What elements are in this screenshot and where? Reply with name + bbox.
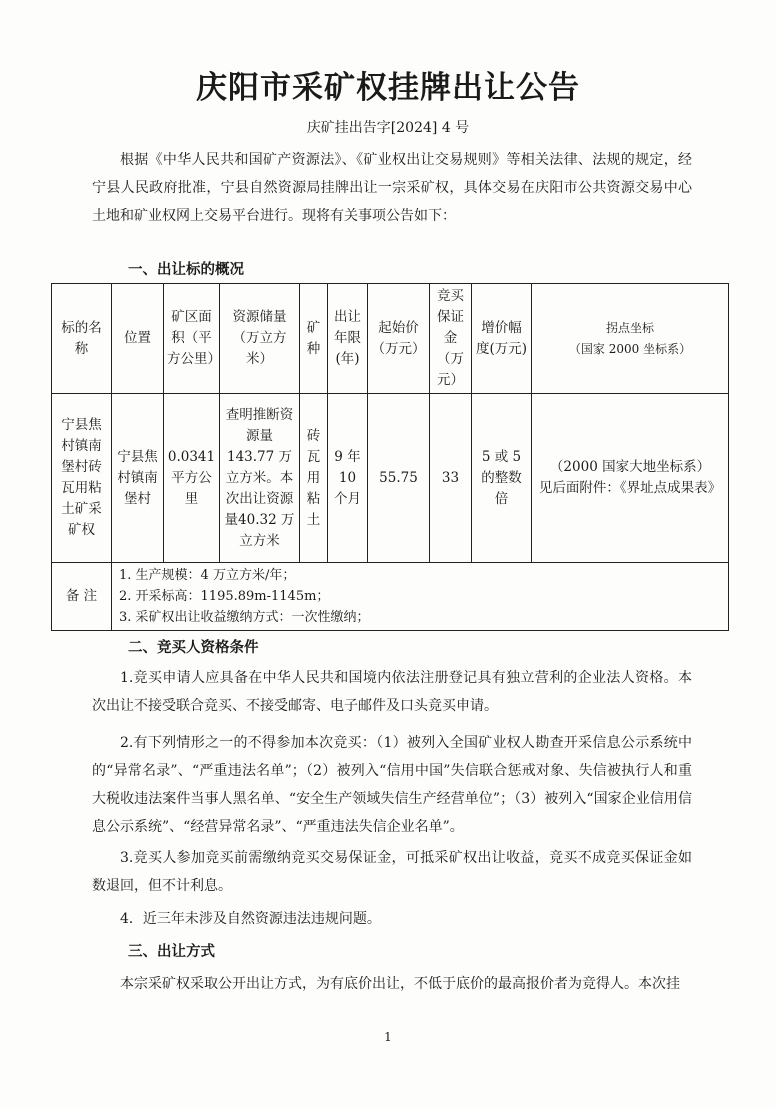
listing-table bbox=[51, 283, 729, 631]
cell-reserves: 查明推断资源量143.77 万立方米。本次出让资源量40.32 万立方米 bbox=[220, 394, 300, 563]
header-start-price: 起始价（万元） bbox=[368, 284, 430, 394]
document-number: 庆矿挂出告字[2024] 4 号 bbox=[306, 120, 470, 136]
paragraph-4: 4．近三年未涉及自然资源违法违规问题。 bbox=[120, 911, 381, 927]
header-mineral: 矿种 bbox=[300, 284, 328, 394]
note-item: 2. 开采标高：1195.89m-1145m； bbox=[119, 589, 330, 604]
notes-cell bbox=[112, 563, 729, 631]
note-item: 3. 采矿权出让收益缴纳方式：一次性缴纳； bbox=[119, 610, 370, 625]
cell-name: 宁县焦村镇南堡村砖瓦用粘土矿采矿权 bbox=[52, 394, 112, 563]
table-row bbox=[52, 394, 729, 563]
cell-coordinates: （2000 国家大地坐标系） 见后面附件：《界址点成果表》 bbox=[532, 394, 729, 563]
cell-deposit: 33 bbox=[430, 394, 472, 563]
cell-start-price: 55.75 bbox=[368, 394, 430, 563]
notes-row bbox=[52, 563, 729, 631]
intro-paragraph: 根据《中华人民共和国矿产资源法》、《矿业权出让交易规则》等相关法律、法规的规定，经宁县人民政府批准，宁县自然资源局挂牌出让一宗采矿权，具体交易在庆阳市公共资源交易中心土地和矿业权网上交易平台进行。现将有关事项公告如下： bbox=[92, 152, 692, 224]
header-name: 标的名称 bbox=[52, 284, 112, 394]
page-number: 1 bbox=[384, 1030, 392, 1044]
section-heading-1: 一、出让标的概况 bbox=[128, 262, 244, 278]
cell-mineral: 砖瓦用粘土 bbox=[300, 394, 328, 563]
paragraph-3: 3.竞买人参加竞买前需缴纳竞买交易保证金，可抵采矿权出让收益，竞买不成竞买保证金如数退回，但不计利息。 bbox=[92, 850, 692, 894]
header-coordinates: 拐点坐标 （国家 2000 坐标系） bbox=[532, 284, 729, 394]
paragraph-2: 2.有下列情形之一的不得参加本次竞买：（1）被列入全国矿业权人勘查开采信息公示系统中的“异常名录”、“严重违法名单”；（2）被列入“信用中国”失信联合惩戒对象、失信被执行人和重大税收违法案件当事人黑名单、“安全生产领域失信生产经营单位”；（3）被列入“国家企业信用信息公示系统”、“经营异常名录”、“严重违法失信企业名单”。 bbox=[92, 735, 692, 835]
notes-label: 备 注 bbox=[52, 563, 112, 631]
cell-increment: 5 或 5 的整数倍 bbox=[472, 394, 532, 563]
header-deposit: 竞买保证金（万元） bbox=[430, 284, 472, 394]
paragraph-5: 本宗采矿权采取公开出让方式，为有底价出让，不低于底价的最高报价者为竞得人。本次挂 bbox=[120, 976, 680, 992]
paragraph-1: 1.竞买申请人应具备在中华人民共和国境内依法注册登记具有独立营利的企业法人资格。本次出让不接受联合竞买、不接受邮寄、电子邮件及口头竞买申请。 bbox=[92, 670, 692, 714]
cell-area: 0.0341平方公里 bbox=[164, 394, 220, 563]
cell-location: 宁县焦村镇南堡村 bbox=[112, 394, 164, 563]
cell-term: 9 年10 个月 bbox=[328, 394, 368, 563]
header-reserves: 资源储量（万立方米） bbox=[220, 284, 300, 394]
note-item: 1. 生产规模：4 万立方米/年； bbox=[119, 568, 296, 583]
header-area: 矿区面积（平方公里） bbox=[164, 284, 220, 394]
header-increment: 增价幅度(万元) bbox=[472, 284, 532, 394]
header-location: 位置 bbox=[112, 284, 164, 394]
header-term: 出让年限(年) bbox=[328, 284, 368, 394]
section-heading-3: 三、出让方式 bbox=[128, 944, 215, 960]
section-heading-2: 二、竞买人资格条件 bbox=[128, 640, 259, 656]
page-title: 庆阳市采矿权挂牌出让公告 bbox=[196, 70, 580, 106]
